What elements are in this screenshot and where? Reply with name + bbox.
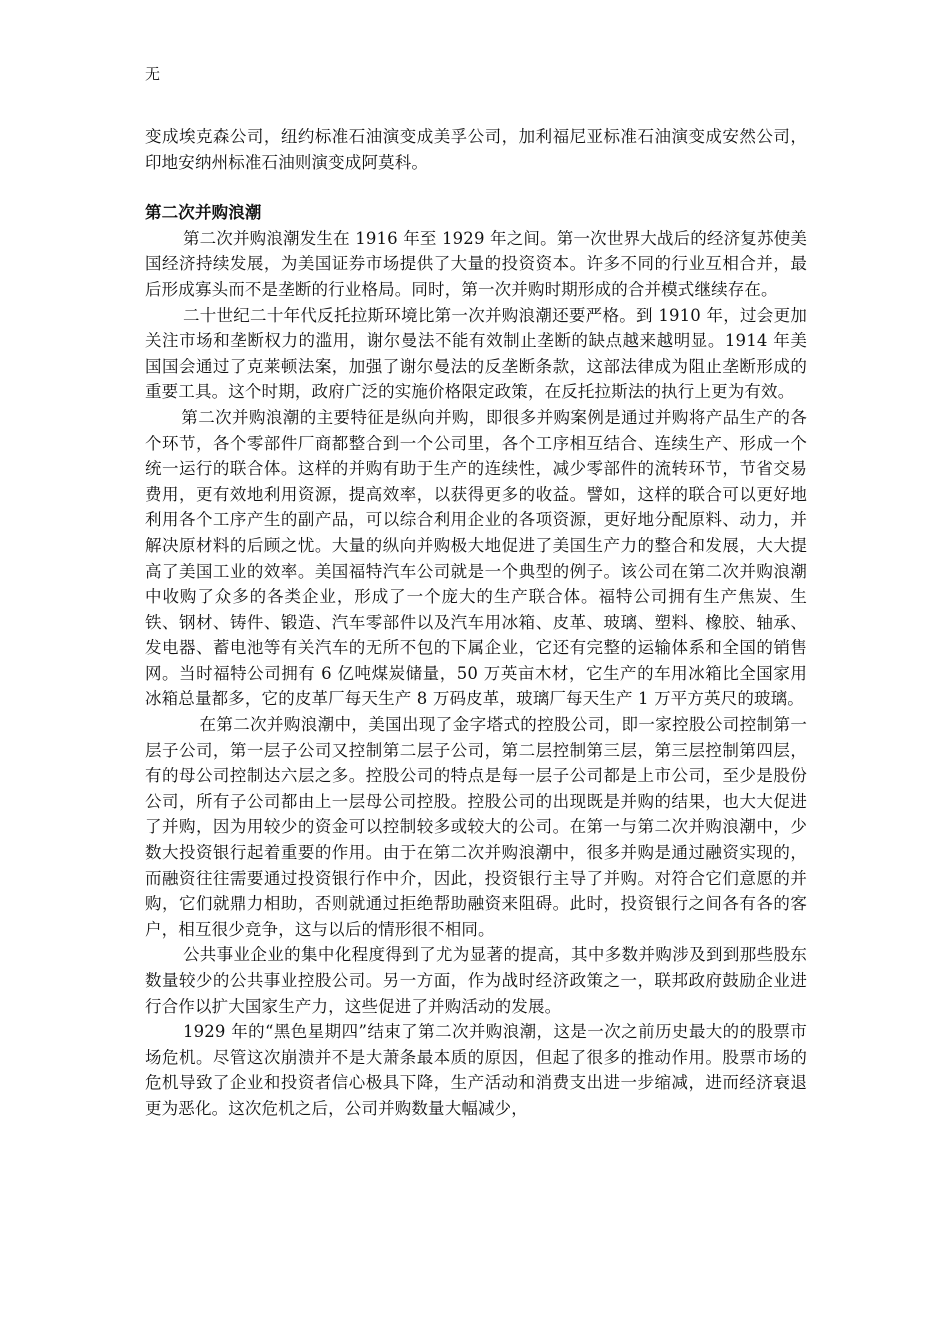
paragraph-5: 公共事业企业的集中化程度得到了尤为显著的提高，其中多数并购涉及到到那些股东数量较少的公共事业控股公司。另一方面，作为战时经济政策之一，联邦政府鼓励企业进行合作以扩大国家生产力，这些促进了并购活动的发展。 (145, 945, 807, 1016)
paragraph-1: 第二次并购浪潮发生在 1916 年至 1929 年之间。第一次世界大战后的经济复苏使美国经济持续发展，为美国证券市场提供了大量的投资资本。许多不同的行业互相合并，最后形成寡头而不是垄断的行业格局。同时，第一次并购时期形成的合并模式继续存在。 (145, 228, 807, 299)
page-header: 无 (145, 65, 161, 83)
paragraph-4: 在第二次并购浪潮中，美国出现了金字塔式的控股公司，即一家控股公司控制第一层子公司，第一层子公司又控制第二层子公司，第二层控制第三层，第三层控制第四层，有的母公司控制达六层之多。控股公司的特点是每一层子公司都是上市公司，至少是股份公司，所有子公司都由上一层母公司控股。控股公司的出现既是并购的结果，也大大促进了并购，因为用较少的资金可以控制较多或较大的公司。在第一与第二次并购浪潮中，少数大投资银行起着重要的作用。由于在第二次并购浪潮中，很多并购是通过融资实现的，而融资往往需要通过投资银行作中介，因此，投资银行主导了并购。对符合它们意愿的并购，它们就鼎力相助，否则就通过拒绝帮助融资来阻碍。此时，投资银行之间各有各的客户，相互很少竞争，这与以后的情形很不相同。 (145, 715, 807, 939)
intro-paragraph: 变成埃克森公司，纽约标准石油演变成美孚公司，加利福尼亚标准石油演变成安然公司，印地安纳州标准石油则演变成阿莫科。 (145, 127, 807, 172)
paragraph-6: 1929 年的“黑色星期四”结束了第二次并购浪潮，这是一次之前历史最大的的股票市场危机。尽管这次崩溃并不是大萧条最本质的原因，但起了很多的推动作用。股票市场的危机导致了企业和投资者信心极具下降，生产活动和消费支出进一步缩减，进而经济衰退更为恶化。这次危机之后，公司并购数量大幅减少， (145, 1022, 807, 1118)
paragraph-3: 第二次并购浪潮的主要特征是纵向并购，即很多并购案例是通过并购将产品生产的各个环节，各个零部件厂商都整合到一个公司里，各个工序相互结合、连续生产、形成一个统一运行的联合体。这样的并购有助于生产的连续性，减少零部件的流转环节，节省交易费用，更有效地利用资源，提高效率，以获得更多的收益。譬如，这样的联合可以更好地利用各个工序产生的副产品，可以综合利用企业的各项资源，更好地分配原料、动力，并解决原材料的后顾之忧。大量的纵向并购极大地促进了美国生产力的整合和发展，大大提高了美国工业的效率。美国福特汽车公司就是一个典型的例子。该公司在第二次并购浪潮中收购了众多的各类企业，形成了一个庞大的生产联合体。福特公司拥有生产焦炭、生铁、钢材、铸件、锻造、汽车零部件以及汽车用冰箱、皮革、玻璃、塑料、橡胶、轴承、发电器、蓄电池等有关汽车的无所不包的下属企业，它还有完整的运输体系和全国的销售网。当时福特公司拥有 6 亿吨煤炭储量，50 万英亩木材，它生产的车用冰箱比全国家用冰箱总量都多，它的皮革厂每天生产 8 万码皮革，玻璃厂每天生产 1 万平方英尺的玻璃。 (145, 407, 807, 709)
section-heading: 第二次并购浪潮 (145, 203, 262, 223)
document-body (145, 124, 807, 1122)
paragraph-2: 二十世纪二十年代反托拉斯环境比第一次并购浪潮还要严格。到 1910 年，过会更加关注市场和垄断权力的滥用，谢尔曼法不能有效制止垄断的缺点越来越明显。1914 年美国国会通过了克莱顿法案，加强了谢尔曼法的反垄断条款，这部法律成为阻止垄断形成的重要工具。这个时期，政府广泛的实施价格限定政策，在反托拉斯法的执行上更为有效。 (145, 305, 807, 402)
